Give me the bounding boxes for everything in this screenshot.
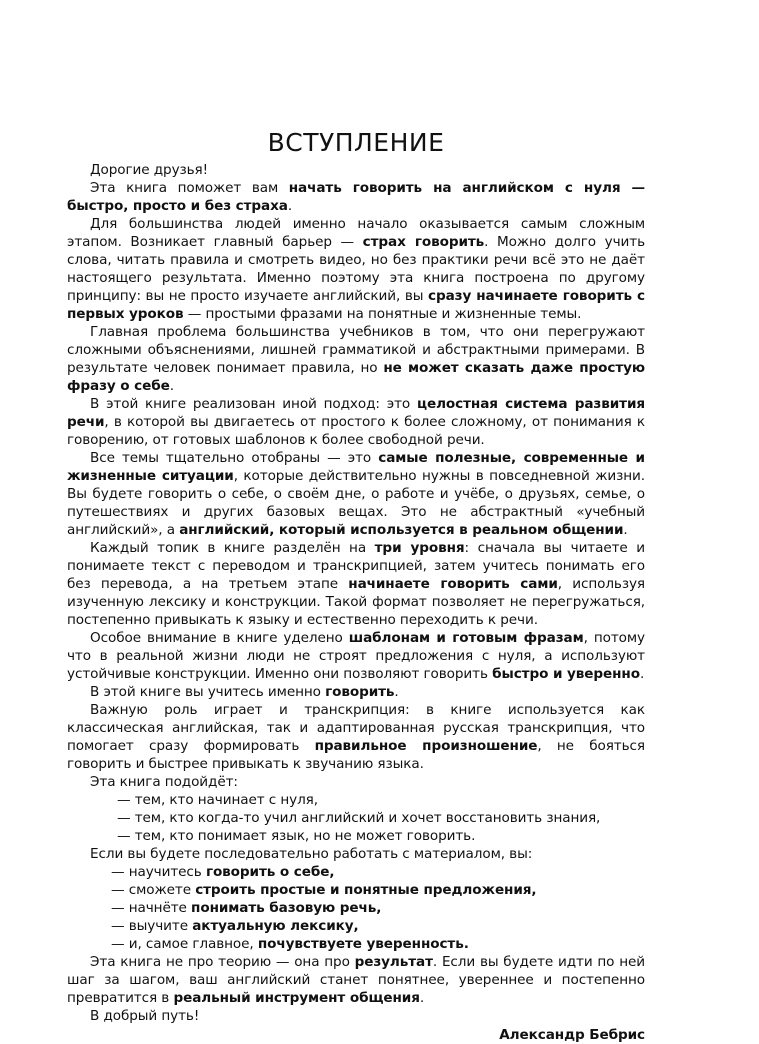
audience-list <box>67 791 645 845</box>
results-intro <box>67 845 645 863</box>
bold-phrase: говорить о себе, <box>205 864 335 880</box>
bold-phrase: страх говорить <box>362 234 485 250</box>
bold-phrase: целостная система развития речи <box>67 396 645 430</box>
text-run: Если вы будете последовательно работать с материалом, вы: <box>90 846 533 862</box>
text-run: — тем, кто когда-то учил английский и хочет восстановить знания, <box>117 810 601 826</box>
results-list <box>67 863 645 953</box>
result-item <box>67 899 645 917</box>
paragraph <box>67 395 645 449</box>
audience-item <box>67 809 645 827</box>
text-run: В этой книге реализован иной подход: это <box>90 396 417 412</box>
paragraph <box>67 683 645 701</box>
bold-phrase: начать говорить на английском с нуля — быстро, просто и без страха <box>67 180 645 214</box>
text-run: . <box>623 522 628 538</box>
bold-phrase: начинаете говорить сами <box>348 576 558 592</box>
text-run: Все темы тщательно отобраны — это <box>90 450 379 466</box>
audience-item <box>67 791 645 809</box>
bold-phrase: говорить <box>325 684 395 700</box>
text-run: . Если вы будете идти по ней шаг за шагом, ваш английский станет понятнее, увереннее и постепенно превратится в <box>67 954 645 1006</box>
paragraph <box>67 1007 645 1025</box>
text-run: — и, самое главное, <box>111 936 258 952</box>
text-run: Каждый топик в книге разделён на <box>90 540 375 556</box>
closing-paragraphs <box>67 953 645 1025</box>
result-item <box>67 863 645 881</box>
paragraph <box>67 773 645 791</box>
author-signature: Александр Бебрис <box>499 1027 645 1043</box>
text-run: , используя изученную лексику и конструкции. Такой формат позволяет не перегружаться, постепенно привыкать к языку и естественно переходить к речи. <box>67 576 645 628</box>
bold-phrase: английский, который используется в реальном общении <box>179 522 624 538</box>
paragraph <box>67 539 645 629</box>
page-title: ВСТУПЛЕНИЕ <box>267 128 445 157</box>
paragraph <box>67 953 645 1007</box>
text-run: Эта книга подойдёт: <box>90 774 238 790</box>
result-item <box>67 935 645 953</box>
bold-phrase: правильное произношение <box>314 738 538 754</box>
page <box>67 128 645 1044</box>
paragraph <box>67 449 645 539</box>
paragraph <box>67 179 645 215</box>
result-item <box>67 917 645 935</box>
text-run: . <box>639 666 645 682</box>
text-run: — простыми фразами на понятные и жизненные темы. <box>183 306 582 322</box>
text-run: — научитесь <box>111 864 206 880</box>
text-run: , не бояться говорить и быстрее привыкать к звучанию языка. <box>67 738 645 772</box>
bold-phrase: строить простые и понятные предложения, <box>195 882 537 898</box>
paragraph <box>67 701 645 773</box>
text-run: , которые действительно нужны в повседневной жизни. Вы будете говорить о себе, о своём дне, о работе и учёбе, о друзьях, семье, о путешествиях и других базовых вещах. Это не абстрактный «учебный английский», а <box>67 468 645 538</box>
text-run: , потому что в реальной жизни люди не строят предложения с нуля, а используют устойчивые конструкции. Именно они позволяют говорить <box>67 630 645 682</box>
text-run: : сначала вы читаете и понимаете текст с переводом и транскрипцией, затем учитесь понимать его без перевода, а на третьем этапе <box>67 540 646 592</box>
paragraph <box>67 845 645 863</box>
text-run: В добрый путь! <box>90 1008 200 1024</box>
text-run: , в которой вы двигаетесь от простого к более сложному, от понимания к говорению, от готовых шаблонов к более свободной речи. <box>67 414 645 448</box>
text-run: . <box>394 684 399 700</box>
bold-phrase: быстро и уверенно <box>492 666 640 682</box>
bold-phrase: самые полезные, современные и жизненные ситуации <box>67 450 645 484</box>
paragraph <box>67 323 645 395</box>
text-run: . <box>419 990 425 1006</box>
text-run: Эта книга не про теорию — она про <box>90 954 355 970</box>
text-run: — начнёте <box>111 900 192 916</box>
paragraph <box>67 629 645 683</box>
audience-item <box>67 827 645 845</box>
bold-phrase: понимать базовую речь, <box>191 900 382 916</box>
text-run: Дорогие друзья! <box>90 162 208 178</box>
text-run: — тем, кто начинает с нуля, <box>117 792 318 808</box>
text-run: Главная проблема большинства учебников в том, что они перегружают сложными объяснениями, лишней грамматикой и абстрактными примерами. В результате человек понимает правила, но <box>67 324 645 376</box>
text-run: Особое внимание в книге уделено <box>90 630 349 646</box>
bold-phrase: шаблонам и готовым фразам <box>348 630 584 646</box>
paragraph <box>67 215 645 323</box>
bold-phrase: три уровня <box>374 540 465 556</box>
text-run: — сможете <box>111 882 196 898</box>
bold-phrase: сразу начинаете говорить с первых уроков <box>67 288 646 322</box>
bold-phrase: актуальную лексику, <box>192 918 359 934</box>
bold-phrase: почувствуете уверенность. <box>257 936 469 952</box>
text-run: . <box>169 378 174 394</box>
bold-phrase: реальный инструмент общения <box>173 990 420 1006</box>
text-run: . <box>287 198 293 214</box>
text-run: — тем, кто понимает язык, но не может говорить. <box>117 828 476 844</box>
result-item <box>67 881 645 899</box>
body-paragraphs <box>67 161 645 791</box>
text-run: Эта книга поможет вам <box>90 180 289 196</box>
text-run: — выучите <box>111 918 193 934</box>
text-run: . Можно долго учить слова, читать правила и смотреть видео, но без практики речи всё это не даёт настоящего результата. Именно поэтому эта книга построена по другому принципу: вы не просто изучаете английский, вы <box>67 234 645 304</box>
text-run: В этой книге вы учитесь именно <box>90 684 326 700</box>
bold-phrase: результат <box>354 954 433 970</box>
paragraph <box>67 161 645 179</box>
text-run: Для большинства людей именно начало оказывается самым сложным этапом. Возникает главный барьер — <box>67 216 645 250</box>
bold-phrase: не может сказать даже простую фразу о себе <box>67 360 645 394</box>
text-run: Важную роль играет и транскрипция: в книге используется как классическая английская, так и адаптированная русская транскрипция, что помогает сразу формировать <box>67 702 645 754</box>
